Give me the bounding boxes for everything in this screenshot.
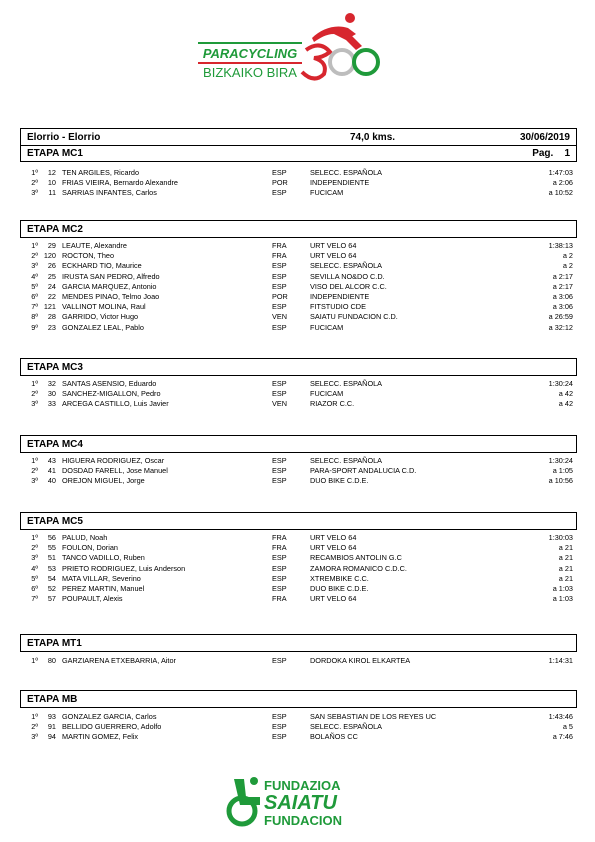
table-row [20, 553, 577, 563]
position: 5º [31, 573, 38, 583]
nationality: ESP [272, 573, 287, 583]
table-row [20, 302, 577, 312]
team: DUO BIKE C.D.E. [310, 476, 369, 486]
dorsal: 80 [47, 656, 56, 665]
page-label: Pag. [532, 148, 554, 159]
position: 2º [31, 251, 38, 261]
table-row [20, 564, 577, 574]
time: a 42 [558, 389, 573, 399]
team: SELECC. ESPAÑOLA [310, 456, 383, 465]
table-row [20, 188, 577, 198]
dorsal: 41 [47, 466, 56, 476]
rider-name: GARCIA MARQUEZ, Antonio [62, 281, 157, 291]
table-row [20, 466, 577, 476]
table-row [20, 251, 577, 261]
dorsal: 51 [47, 553, 56, 563]
category-title: ETAPA MC1 [27, 148, 83, 159]
category-title: ETAPA MC3 [27, 361, 83, 373]
results-mc1 [20, 168, 577, 199]
saiatu-foundation-logo [220, 773, 380, 829]
results-mc4 [20, 456, 577, 487]
table-row [20, 594, 577, 604]
time: a 10:52 [548, 188, 573, 198]
dorsal: 32 [47, 379, 56, 388]
rider-name: POUPAULT, Alexis [62, 594, 123, 604]
time: a 21 [558, 573, 573, 583]
time: a 1:05 [552, 466, 573, 476]
time: 1:30:24 [548, 379, 573, 388]
table-row [20, 272, 577, 282]
category-title: ETAPA MC2 [27, 223, 83, 235]
position: 2º [31, 466, 38, 476]
category-title: ETAPA MB [27, 693, 78, 705]
category-title-row [21, 145, 576, 161]
team: SAIATU FUNDACION C.D. [310, 312, 398, 322]
position: 1º [31, 241, 38, 250]
time: a 26:59 [548, 312, 573, 322]
nationality: FRA [272, 251, 287, 261]
time: 1:30:24 [548, 456, 573, 465]
team: DORDOKA KIROL ELKARTEA [310, 656, 411, 665]
dorsal: 54 [47, 573, 56, 583]
time: a 3:06 [552, 291, 573, 301]
time: a 2 [562, 261, 573, 271]
dorsal: 43 [47, 456, 56, 465]
results-mb [20, 712, 577, 743]
position: 2º [31, 389, 38, 399]
dorsal: 33 [47, 399, 56, 409]
race-header [20, 128, 577, 162]
nationality: ESP [272, 563, 287, 573]
position: 4º [31, 563, 38, 573]
position: 3º [31, 553, 38, 563]
time: a 10:56 [548, 476, 573, 486]
dorsal: 29 [47, 241, 56, 250]
rider-name: FRIAS VIEIRA, Bernardo Alexandre [62, 178, 178, 188]
time: a 5 [562, 722, 573, 732]
position: 9º [31, 322, 38, 332]
table-row [20, 389, 577, 399]
dorsal: 53 [47, 563, 56, 573]
page-number: 1 [564, 148, 570, 159]
table-row [20, 732, 577, 742]
category-mb-header [20, 690, 577, 708]
nationality: ESP [272, 271, 287, 281]
table-row [20, 292, 577, 302]
nationality: FRA [272, 241, 287, 250]
time: a 2 [562, 251, 573, 261]
dorsal: 40 [47, 476, 56, 486]
position: 3º [31, 476, 38, 486]
time: a 42 [558, 399, 573, 409]
category-title: ETAPA MC4 [27, 438, 83, 450]
time: a 1:03 [552, 594, 573, 604]
nationality: ESP [272, 188, 287, 198]
nationality: ESP [272, 379, 287, 388]
rider-name: IRUSTA SAN PEDRO, Alfredo [62, 271, 160, 281]
team: INDEPENDIENTE [310, 178, 370, 188]
position: 1º [31, 456, 38, 465]
logo-text-paracycling: PARACYCLING [202, 46, 298, 61]
rider-name: TEN ARGILES, Ricardo [62, 168, 140, 177]
time: 1:47:03 [548, 168, 573, 177]
position: 2º [31, 722, 38, 732]
rider-name: HIGUERA RODRIGUEZ, Oscar [62, 456, 165, 465]
team: FUCICAM [310, 389, 344, 399]
team: SELECC. ESPAÑOLA [310, 261, 383, 271]
category-mt1-header [20, 634, 577, 652]
paracycling-logo [196, 10, 386, 84]
nationality: ESP [272, 553, 287, 563]
dorsal: 55 [47, 543, 56, 553]
rider-name: PRIETO RODRIGUEZ, Luis Anderson [62, 563, 186, 573]
position: 7º [31, 594, 38, 604]
time: 1:38:13 [548, 241, 573, 250]
position: 8º [31, 312, 38, 322]
time: a 2:17 [552, 281, 573, 291]
category-title: ETAPA MT1 [27, 637, 82, 649]
category-mc4-header [20, 435, 577, 453]
nationality: ESP [272, 456, 287, 465]
rider-name: GONZALEZ LEAL, Pablo [62, 322, 144, 332]
dorsal: 93 [47, 712, 56, 721]
team: RECAMBIOS ANTOLIN G.C [310, 553, 402, 563]
stage-distance: 74,0 kms. [350, 131, 396, 143]
dorsal: 24 [47, 281, 56, 291]
position: 1º [31, 533, 38, 542]
team: URT VELO 64 [310, 241, 357, 250]
stage-date: 30/06/2019 [519, 131, 570, 143]
table-row [20, 656, 577, 666]
position: 6º [31, 583, 38, 593]
logo-text-saiatu: SAIATU [264, 792, 337, 814]
rider-name: MARTIN GOMEZ, Felix [62, 732, 139, 742]
team: ZAMORA ROMANICO C.D.C. [310, 563, 407, 573]
team: SELECC. ESPAÑOLA [310, 379, 383, 388]
table-row [20, 476, 577, 486]
time: a 21 [558, 553, 573, 563]
table-row [20, 379, 577, 389]
rider-name: PEREZ MARTIN, Manuel [62, 583, 145, 593]
position: 1º [31, 712, 38, 721]
logo-text-fundacion: FUNDACION [264, 813, 342, 828]
rider-name: LEAUTE, Alexandre [62, 241, 127, 250]
dorsal: 30 [47, 389, 56, 399]
stage-name: Elorrio - Elorrio [27, 131, 101, 143]
team: RIAZOR C.C. [310, 399, 355, 409]
nationality: ESP [272, 712, 287, 721]
team: URT VELO 64 [310, 251, 357, 261]
nationality: ESP [272, 732, 287, 742]
table-row [20, 584, 577, 594]
dorsal: 91 [47, 722, 56, 732]
rider-name: MENDES PINAO, Telmo Joao [62, 291, 160, 301]
position: 3º [31, 732, 38, 742]
table-row [20, 543, 577, 553]
rider-name: SANTAS ASENSIO, Eduardo [62, 379, 157, 388]
table-row [20, 168, 577, 178]
logo-text-fundazioa: FUNDAZIOA [264, 778, 341, 793]
nationality: ESP [272, 722, 287, 732]
time: a 3:06 [552, 302, 573, 312]
dorsal: 10 [47, 178, 56, 188]
results-mt1 [20, 656, 577, 666]
table-row [20, 241, 577, 251]
team: DUO BIKE C.D.E. [310, 583, 369, 593]
team: SEVILLA NO&DO C.D. [310, 271, 385, 281]
nationality: ESP [272, 389, 287, 399]
results-mc5 [20, 533, 577, 604]
results-mc2 [20, 241, 577, 333]
rider-name: ECKHARD TIO, Maurice [62, 261, 142, 271]
nationality: VEN [272, 312, 288, 322]
dorsal: 22 [47, 291, 56, 301]
nationality: VEN [272, 399, 288, 409]
dorsal: 26 [47, 261, 56, 271]
rider-name: ROCTON, Theo [62, 251, 115, 261]
rider-name: OREJON MIGUEL, Jorge [62, 476, 145, 486]
position: 1º [31, 656, 38, 665]
dorsal: 56 [47, 533, 56, 542]
nationality: ESP [272, 302, 287, 312]
rider-name: GARRIDO, Victor Hugo [62, 312, 139, 322]
rider-name: DOSDAD FARELL, Jose Manuel [62, 466, 168, 476]
table-row [20, 178, 577, 188]
rider-name: GARZIARENA ETXEBARRIA, Aitor [62, 656, 176, 665]
category-mc3-header [20, 358, 577, 376]
dorsal: 25 [47, 271, 56, 281]
race-info-row [21, 129, 576, 145]
dorsal: 23 [47, 322, 56, 332]
dorsal: 52 [47, 583, 56, 593]
table-row [20, 312, 577, 322]
time: a 2:06 [552, 178, 573, 188]
dorsal: 94 [47, 732, 56, 742]
team: PARA-SPORT ANDALUCIA C.D. [310, 466, 417, 476]
position: 2º [31, 543, 38, 553]
rider-name: PALUD, Noah [62, 533, 108, 542]
position: 3º [31, 188, 38, 198]
nationality: ESP [272, 656, 287, 665]
rider-name: TANCO VADILLO, Ruben [62, 553, 145, 563]
team: BOLAÑOS CC [310, 732, 358, 742]
nationality: ESP [272, 466, 287, 476]
time: 1:43:46 [548, 712, 573, 721]
dorsal: 28 [47, 312, 56, 322]
table-row [20, 533, 577, 543]
nationality: ESP [272, 261, 287, 271]
table-row [20, 261, 577, 271]
nationality: ESP [272, 476, 287, 486]
team: SAN SEBASTIAN DE LOS REYES UC [310, 712, 437, 721]
position: 2º [31, 178, 38, 188]
time: a 32:12 [548, 322, 573, 332]
time: 1:30:03 [548, 533, 573, 542]
team: SELECC. ESPAÑOLA [310, 722, 383, 732]
time: a 2:17 [552, 271, 573, 281]
dorsal: 12 [47, 168, 56, 177]
rider-name: BELLIDO GUERRERO, Adolfo [62, 722, 162, 732]
results-mc3 [20, 379, 577, 410]
nationality: FRA [272, 533, 287, 542]
nationality: ESP [272, 322, 287, 332]
team: SELECC. ESPAÑOLA [310, 168, 383, 177]
page-indicator [532, 148, 570, 159]
team: URT VELO 64 [310, 543, 357, 553]
team: FUCICAM [310, 188, 344, 198]
dorsal: 120 [43, 251, 56, 261]
nationality: FRA [272, 594, 287, 604]
rider-name: SANCHEZ-MIGALLON, Pedro [62, 389, 161, 399]
category-title: ETAPA MC5 [27, 515, 83, 527]
team: FITSTUDIO CDE [310, 302, 366, 312]
team: FUCICAM [310, 322, 344, 332]
logo-text-bizkaiko-bira: BIZKAIKO BIRA [203, 65, 297, 80]
table-row [20, 712, 577, 722]
time: 1:14:31 [548, 656, 573, 665]
category-mc2-header [20, 220, 577, 238]
table-row [20, 456, 577, 466]
position: 1º [31, 379, 38, 388]
time: a 7:46 [552, 732, 573, 742]
table-row [20, 722, 577, 732]
nationality: POR [272, 291, 288, 301]
category-mc5-header [20, 512, 577, 530]
team: URT VELO 64 [310, 594, 357, 604]
team: VISO DEL ALCOR C.C. [310, 281, 387, 291]
rider-name: FOULON, Dorian [62, 543, 118, 553]
time: a 1:03 [552, 583, 573, 593]
table-row [20, 574, 577, 584]
team: URT VELO 64 [310, 533, 357, 542]
position: 7º [31, 302, 38, 312]
team: XTREMBIKE C.C. [310, 573, 369, 583]
rider-name: GONZALEZ GARCIA, Carlos [62, 712, 157, 721]
position: 5º [31, 281, 38, 291]
nationality: ESP [272, 583, 287, 593]
position: 3º [31, 399, 38, 409]
nationality: ESP [272, 281, 287, 291]
nationality: ESP [272, 168, 287, 177]
table-row [20, 323, 577, 333]
nationality: POR [272, 178, 288, 188]
table-row [20, 399, 577, 409]
position: 1º [31, 168, 38, 177]
time: a 21 [558, 543, 573, 553]
dorsal: 121 [43, 302, 56, 312]
position: 4º [31, 271, 38, 281]
nationality: FRA [272, 543, 287, 553]
rider-name: ARCEGA CASTILLO, Luis Javier [62, 399, 169, 409]
position: 6º [31, 291, 38, 301]
rider-name: VALLINOT MOLINA, Raul [62, 302, 146, 312]
rider-name: MATA VILLAR, Severino [62, 573, 141, 583]
dorsal: 57 [47, 594, 56, 604]
table-row [20, 282, 577, 292]
time: a 21 [558, 563, 573, 573]
dorsal: 11 [48, 188, 56, 198]
position: 3º [31, 261, 38, 271]
rider-name: SARRIAS INFANTES, Carlos [62, 188, 157, 198]
team: INDEPENDIENTE [310, 291, 370, 301]
